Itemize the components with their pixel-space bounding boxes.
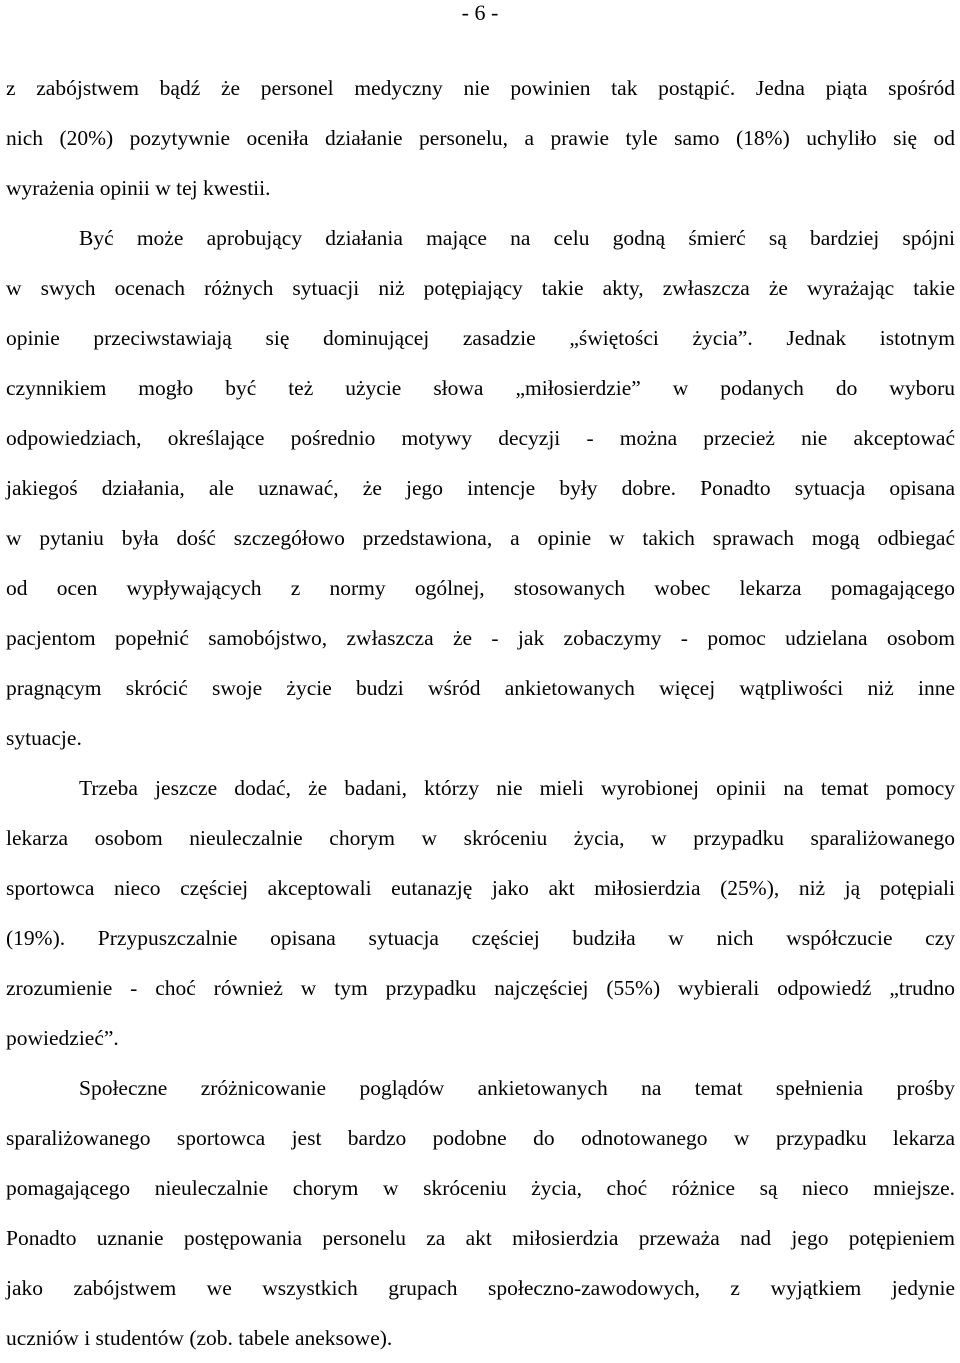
text-line: Ponadto uznanie postępowania personelu za akt miłosierdzia przeważa nad jego potępieniem (6, 1226, 955, 1250)
text-line: jakiegoś działania, ale uznawać, że jego intencje były dobre. Ponadto sytuacja opisana (6, 476, 955, 500)
page-number: - 6 - (461, 0, 499, 25)
text-line: Trzeba jeszcze dodać, że badani, którzy nie mieli wyrobionej opinii na temat pomocy (79, 776, 955, 800)
text-line: powiedzieć”. (6, 1026, 119, 1050)
text-line: pacjentom popełnić samobójstwo, zwłaszcza że - jak zobaczymy - pomoc udzielana osobom (6, 626, 955, 650)
text-line: sparaliżowanego sportowca jest bardzo podobne do odnotowanego w przypadku lekarza (6, 1126, 955, 1150)
text-line: w swych ocenach różnych sytuacji niż potępiający takie akty, zwłaszcza że wyrażając takie (6, 276, 955, 300)
text-line: pragnącym skrócić swoje życie budzi wśród ankietowanych więcej wątpliwości niż inne (6, 676, 955, 700)
text-line: Być może aprobujący działania mające na celu godną śmierć są bardziej spójni (79, 226, 955, 250)
text-line: odpowiedziach, określające pośrednio motywy decyzji - można przecież nie akceptować (6, 426, 955, 450)
text-line: nich (20%) pozytywnie oceniła działanie personelu, a prawie tyle samo (18%) uchyliło się od (6, 126, 955, 150)
text-line: zrozumienie - choć również w tym przypadku najczęściej (55%) wybierali odpowiedź „trudno (6, 976, 955, 1000)
paragraph-2 (6, 213, 955, 763)
paragraph-4 (6, 1063, 955, 1363)
text-line: opinie przeciwstawiają się dominującej zasadzie „świętości życia”. Jednak istotnym (6, 326, 955, 350)
text-line: sytuacje. (6, 726, 82, 750)
text-line: Społeczne zróżnicowanie poglądów ankietowanych na temat spełnienia prośby (79, 1076, 955, 1100)
paragraph-1 (6, 63, 955, 213)
text-line: sportowca nieco częściej akceptowali eutanazję jako akt miłosierdzia (25%), niż ją potępiali (6, 876, 955, 900)
text-line: (19%). Przypuszczalnie opisana sytuacja częściej budziła w nich współczucie czy (6, 926, 955, 950)
text-line: uczniów i studentów (zob. tabele aneksowe). (6, 1326, 393, 1350)
text-line: pomagającego nieuleczalnie chorym w skróceniu życia, choć różnice są nieco mniejsze. (6, 1176, 955, 1200)
paragraph-3 (6, 763, 955, 1063)
text-line: w pytaniu była dość szczegółowo przedstawiona, a opinie w takich sprawach mogą odbiegać (6, 526, 955, 550)
text-line: wyrażenia opinii w tej kwestii. (6, 176, 271, 200)
text-line: od ocen wypływających z normy ogólnej, stosowanych wobec lekarza pomagającego (6, 576, 955, 600)
text-line: lekarza osobom nieuleczalnie chorym w skróceniu życia, w przypadku sparaliżowanego (6, 826, 955, 850)
text-line: jako zabójstwem we wszystkich grupach społeczno-zawodowych, z wyjątkiem jedynie (6, 1276, 955, 1300)
text-line: czynnikiem mogło być też użycie słowa „miłosierdzie” w podanych do wyboru (6, 376, 955, 400)
text-line: z zabójstwem bądź że personel medyczny nie powinien tak postąpić. Jedna piąta spośród (6, 76, 955, 100)
